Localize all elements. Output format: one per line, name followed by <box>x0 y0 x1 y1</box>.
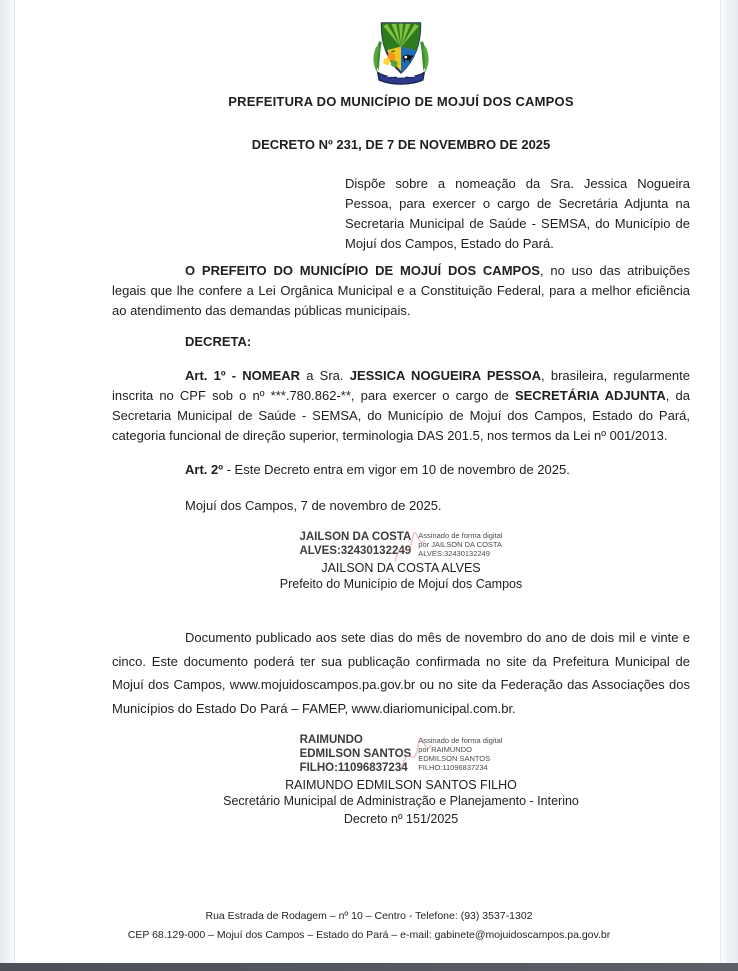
preamble-text-segment: , no uso das atribuições legais que lhe confere a Lei Orgânica Municipal e a Constituição Federal, para a melhor eficiência ao atendimento das demandas públicas municipais. <box>112 263 690 318</box>
certificate-stamp <box>418 531 502 558</box>
signature-flourish-icon <box>389 524 429 570</box>
certificate-subject-line: EDMILSON SANTOS <box>299 748 412 760</box>
preamble-paragraph <box>112 261 690 321</box>
article-2-label: Art. 2º <box>185 462 223 477</box>
article-1-label: Art. 1º - NOMEAR <box>185 368 301 383</box>
certificate-stamp-line: EDMILSON SANTOS <box>418 754 491 763</box>
digital-signature-block-secretary <box>112 733 690 775</box>
municipal-coat-of-arms <box>112 14 690 90</box>
coat-of-arms-icon <box>360 14 442 90</box>
footer-contact-line: CEP 68.129-000 – Mojuí dos Campos – Estado do Pará – e-mail: gabinete@mojuidoscampos.pa.gov.br <box>127 929 611 941</box>
position-title: SECRETÁRIA ADJUNTA <box>514 388 666 403</box>
signature-flourish-icon <box>395 727 435 779</box>
certificate-subject-line: RAIMUNDO <box>299 734 363 746</box>
signer-role: Secretário Municipal de Administração e Planejamento - Interino <box>223 794 579 808</box>
signer-printed-name: RAIMUNDO EDMILSON SANTOS FILHO <box>285 778 517 792</box>
signer-appointment-ref: Decreto nº 151/2025 <box>343 812 459 826</box>
enacting-word: DECRETA: <box>185 334 252 349</box>
certificate-stamp-line: Assinado de forma digital <box>418 736 503 745</box>
certificate-stamp-line: por JAILSON DA COSTA <box>418 539 502 549</box>
appointee-name: JESSICA NOGUEIRA PESSOA <box>349 368 542 383</box>
document-content <box>112 0 690 828</box>
dateline: Mojuí dos Campos, 7 de novembro de 2025. <box>185 498 442 513</box>
scan-edge-right <box>720 0 738 971</box>
certificate-subject-line: ALVES:32430132249 <box>299 545 412 557</box>
certificate-stamp-line: FILHO:11096837234 <box>418 763 488 772</box>
scan-edge-bottom <box>0 963 738 971</box>
certificate-subject-line: FILHO:11096837234 <box>299 762 408 774</box>
article-1-segment: , brasileira, regularmente inscrita no CPF sob o nº ***.780.862-**, para exercer o cargo de <box>112 368 690 403</box>
preamble-bold-segment: O PREFEITO DO MUNICÍPIO DE MOJUÍ DOS CAMPOS <box>185 263 540 278</box>
certificate-stamp-line: ALVES:32430132249 <box>418 548 490 558</box>
municipality-header: PREFEITURA DO MUNICÍPIO DE MOJUÍ DOS CAMPOS <box>228 94 574 109</box>
publication-note-paragraph: Documento publicado aos sete dias do mês de novembro do ano de dois mil e vinte e cinco. Este documento poderá ter sua publicação confirmada no site da Prefeitura Municipal de Mojuí dos Campos, www.mojuidoscampos.pa.gov.br ou no site da Federação das Associações dos Municípios do Estado Do Pará – FAMEP, www.diariomunicipal.com.br. <box>112 630 690 716</box>
signer-printed-name: JAILSON DA COSTA ALVES <box>321 561 481 575</box>
article-1-segment: , da Secretaria Municipal de Saúde - SEMSA, do Município de Mojuí dos Campos, Estado do Pará, categoria funcional de direção superior, terminologia DAS 201.5, nos termos da Lei nº 001/2013. <box>112 388 690 443</box>
decree-summary: Dispõe sobre a nomeação da Sra. Jessica Nogueira Pessoa, para exercer o cargo de Secretária Adjunta na Secretaria Municipal de Saúde - SEMSA, do Município de Mojuí dos Campos, Estado do Pará. <box>345 176 690 251</box>
certificate-stamp-line: Assinado de forma digital <box>418 530 503 540</box>
article-1-segment: a Sra. <box>300 368 350 383</box>
document-footer <box>40 907 698 945</box>
article-1-paragraph <box>112 366 690 446</box>
scan-edge-left <box>0 0 15 971</box>
decree-title: DECRETO Nº 231, DE 7 DE NOVEMBRO DE 2025 <box>251 137 551 152</box>
footer-address-line: Rua Estrada de Rodagem – nº 10 – Centro - Telefone: (93) 3537-1302 <box>205 910 533 922</box>
article-2-paragraph <box>112 460 690 480</box>
certificate-subject-line: JAILSON DA COSTA <box>299 531 412 543</box>
signer-role: Prefeito do Município de Mojuí dos Campos <box>279 577 523 591</box>
digital-signature-block-mayor <box>112 530 690 558</box>
article-2-segment: - Este Decreto entra em vigor em 10 de novembro de 2025. <box>222 462 570 477</box>
certificate-stamp-line: por RAIMUNDO <box>418 745 472 754</box>
